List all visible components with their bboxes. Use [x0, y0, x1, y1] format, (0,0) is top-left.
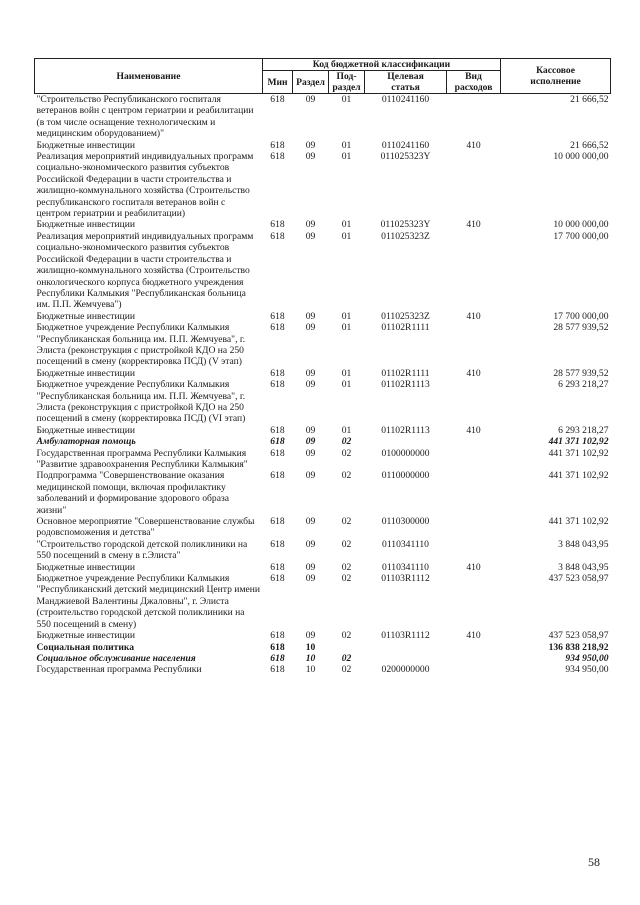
cell-vid — [447, 653, 501, 664]
cell-vid — [447, 231, 501, 311]
budget-table — [34, 58, 611, 676]
header-min: Мин — [263, 71, 293, 94]
cell-target: 0100000000 — [381, 447, 430, 459]
cell-podrazdel: 01 — [341, 310, 352, 322]
budget-document — [34, 58, 610, 676]
cell-target — [365, 653, 447, 664]
cell-name: Реализация мероприятий индивидуальных программ социально-экономического развития субъектов Российской Федерации в части строительства и жилищно-коммунального хозяйства (Строительство онкологического корпуса бюджетного учреждения Республики Калмыкия "Республиканская больница им. П.П. Жемчуева") — [36, 230, 254, 311]
cell-vid: 410 — [466, 139, 481, 151]
cell-target: 01102R1113 — [381, 424, 430, 436]
cell-vid — [447, 436, 501, 447]
cell-min: 618 — [270, 641, 285, 653]
cell-amount: 21 666,52 — [570, 94, 609, 105]
cell-vid — [447, 664, 501, 675]
cell-amount: 21 666,52 — [570, 139, 609, 151]
cell-podrazdel: 02 — [341, 652, 352, 664]
cell-name: Бюджетные инвестиции — [36, 310, 135, 322]
cell-amount: 17 700 000,00 — [553, 310, 609, 322]
cell-vid — [447, 516, 501, 539]
cell-razdel: 09 — [305, 470, 316, 482]
cell-target: 011025323Y — [380, 151, 431, 163]
cell-podrazdel: 01 — [341, 230, 352, 242]
cell-name: Реализация мероприятий индивидуальных программ социально-экономического развития субъектов Российской Федерации в части строительства и жилищно-коммунального хозяйства (Строительство республиканского госпиталя ветеранов войн с центром гериатрии и реабилитации) — [36, 151, 254, 220]
cell-amount: 6 293 218,27 — [558, 379, 609, 391]
cell-amount: 934 950,00 — [565, 652, 609, 664]
cell-podrazdel: 01 — [341, 379, 352, 391]
cell-amount: 17 700 000,00 — [553, 230, 609, 242]
cell-name: Государственная программа Республики Калмыкия "Развитие здравоохранения Республики Калмыкия" — [36, 447, 248, 470]
cell-amount: 441 371 102,92 — [548, 436, 609, 448]
cell-razdel: 09 — [305, 230, 316, 242]
cell-podrazdel: 01 — [341, 322, 352, 334]
cell-razdel: 09 — [305, 516, 316, 528]
table-row — [35, 311, 611, 322]
cell-target: 0110241160 — [381, 94, 430, 105]
cell-min: 618 — [270, 561, 285, 573]
cell-razdel: 09 — [305, 379, 316, 391]
cell-name: Бюджетное учреждение Республики Калмыкия "Республиканская больница им. П.П. Жемчуева", г. Элиста (реконструкция с пристройкой КДО на 250 посещений в смену (корректировка ПСД) (V этап) — [36, 322, 246, 368]
cell-amount: 437 523 058,97 — [548, 573, 609, 585]
cell-podrazdel: 02 — [341, 630, 352, 642]
cell-podrazdel: 02 — [341, 561, 352, 573]
cell-name: Бюджетные инвестиции — [36, 367, 135, 379]
cell-razdel: 10 — [305, 664, 316, 676]
cell-vid — [447, 379, 501, 425]
cell-razdel: 09 — [305, 538, 316, 550]
cell-amount: 10 000 000,00 — [553, 219, 609, 231]
cell-min: 618 — [270, 310, 285, 322]
cell-podrazdel: 01 — [341, 94, 352, 105]
cell-podrazdel: 01 — [341, 424, 352, 436]
cell-razdel: 10 — [305, 652, 316, 664]
cell-podrazdel: 02 — [341, 516, 352, 528]
header-podrazdel: Под- раздел — [329, 71, 365, 94]
cell-amount: 437 523 058,97 — [548, 630, 609, 642]
cell-vid — [447, 94, 501, 140]
cell-name: Бюджетные инвестиции — [36, 630, 135, 642]
cell-min: 618 — [270, 379, 285, 391]
table-row — [35, 562, 611, 573]
cell-target: 01102R1111 — [381, 322, 430, 334]
cell-target: 0110241160 — [381, 139, 430, 151]
cell-min: 618 — [270, 219, 285, 231]
cell-razdel: 09 — [305, 367, 316, 379]
cell-vid: 410 — [466, 561, 481, 573]
cell-min: 618 — [270, 447, 285, 459]
table-row — [35, 94, 611, 140]
table-row — [35, 573, 611, 630]
cell-vid — [447, 448, 501, 471]
cell-podrazdel: 02 — [341, 436, 352, 448]
cell-vid: 410 — [466, 424, 481, 436]
cell-min: 618 — [270, 664, 285, 676]
table-row — [35, 425, 611, 436]
table-row — [35, 516, 611, 539]
cell-vid — [447, 539, 501, 562]
page-number: 58 — [588, 855, 600, 869]
cell-podrazdel: 01 — [341, 151, 352, 163]
cell-razdel: 09 — [305, 424, 316, 436]
table-row — [35, 151, 611, 219]
cell-min: 618 — [270, 367, 285, 379]
table-row — [35, 436, 611, 447]
table-row — [35, 368, 611, 379]
header-name: Наименование — [35, 59, 263, 94]
cell-podrazdel: 02 — [341, 664, 352, 676]
cell-min: 618 — [270, 436, 285, 448]
header-razdel: Раздел — [293, 71, 329, 94]
table-row — [35, 539, 611, 562]
cell-amount: 28 577 939,52 — [553, 322, 609, 334]
header-vid: Вид расходов — [447, 71, 501, 94]
cell-target: 0110341110 — [382, 561, 429, 573]
table-row — [35, 630, 611, 641]
cell-razdel: 09 — [305, 447, 316, 459]
cell-target — [365, 436, 447, 447]
cell-podrazdel: 01 — [341, 367, 352, 379]
cell-amount: 441 371 102,92 — [548, 447, 609, 459]
cell-razdel: 10 — [305, 641, 316, 653]
cell-min: 618 — [270, 516, 285, 528]
cell-razdel: 09 — [305, 219, 316, 231]
cell-target: 0110300000 — [381, 516, 430, 528]
cell-target — [365, 642, 447, 653]
cell-vid: 410 — [466, 630, 481, 642]
cell-name: Социальное обслуживание населения — [36, 652, 196, 664]
cell-name: Бюджетное учреждение Республики Калмыкия "Республиканская больница им. П.П. Жемчуева", г. Элиста (реконструкция с пристройкой КДО на 250 посещений в смену (корректировка ПСД) (VI этап) — [36, 379, 246, 425]
cell-razdel: 09 — [305, 322, 316, 334]
cell-razdel: 09 — [305, 151, 316, 163]
table-row — [35, 470, 611, 516]
cell-vid — [447, 151, 501, 219]
cell-target: 0110341110 — [382, 538, 429, 550]
cell-vid — [447, 642, 501, 653]
cell-name: Социальная политика — [36, 641, 135, 653]
cell-target: 0110000000 — [381, 470, 430, 482]
table-row — [35, 219, 611, 230]
header-classification: Код бюджетной классификации — [263, 59, 501, 71]
cell-razdel: 09 — [305, 139, 316, 151]
cell-name: Амбулаторная помощь — [36, 436, 136, 448]
table-row — [35, 231, 611, 311]
cell-min: 618 — [270, 630, 285, 642]
cell-target: 011025323Z — [381, 230, 430, 242]
cell-razdel: 09 — [305, 436, 316, 448]
cell-podrazdel: 01 — [341, 219, 352, 231]
cell-amount: 441 371 102,92 — [548, 516, 609, 528]
table-body — [35, 94, 611, 676]
cell-vid: 410 — [466, 219, 481, 231]
cell-target: 01103R1112 — [381, 573, 430, 585]
cell-min: 618 — [270, 424, 285, 436]
table-row — [35, 448, 611, 471]
cell-vid — [447, 322, 501, 368]
cell-vid — [447, 470, 501, 516]
header-row-1 — [35, 59, 611, 71]
cell-min: 618 — [270, 94, 285, 105]
header-target: Целевая статья — [365, 71, 447, 94]
cell-vid: 410 — [466, 367, 481, 379]
cell-target: 011025323Y — [380, 219, 431, 231]
cell-name: "Строительство Республиканского госпиталя ветеранов войн с центром гериатрии и реабилитации (в том числе оснащение технологическим и медицинским оборудованием)" — [36, 94, 254, 140]
cell-min: 618 — [270, 573, 285, 585]
cell-min: 618 — [270, 538, 285, 550]
cell-min: 618 — [270, 151, 285, 163]
cell-amount: 934 950,00 — [565, 664, 609, 676]
cell-name: Бюджетные инвестиции — [36, 219, 135, 231]
cell-name: Основное мероприятие "Совершенствование службы родовспоможения и детства" — [36, 516, 255, 539]
cell-min: 618 — [270, 652, 285, 664]
table-row — [35, 653, 611, 664]
cell-min: 618 — [270, 139, 285, 151]
cell-min: 618 — [270, 322, 285, 334]
cell-podrazdel: 02 — [341, 470, 352, 482]
cell-min: 618 — [270, 470, 285, 482]
table-row — [35, 642, 611, 653]
cell-name: Бюджетное учреждение Республики Калмыкия "Республиканский детский медицинский Центр имени Манджиевой Валентины Джаловны", г. Элиста (строительство городской детской поликлиники на 550 посещений в смену) — [36, 573, 261, 630]
cell-target: 0200000000 — [381, 664, 430, 676]
cell-name: Государственная программа Республики — [36, 664, 202, 676]
cell-razdel: 09 — [305, 630, 316, 642]
table-row — [35, 664, 611, 675]
header-execution: Кассовое исполнение — [501, 59, 611, 94]
cell-target: 01102R1111 — [381, 367, 430, 379]
cell-podrazdel — [329, 642, 365, 653]
cell-target: 01103R1112 — [381, 630, 430, 642]
cell-podrazdel: 02 — [341, 447, 352, 459]
cell-target: 01102R1113 — [381, 379, 430, 391]
cell-name: Подпрограмма "Совершенствование оказания медицинской помощи, включая профилактику заболеваний и формирование здорового образа жизни" — [36, 470, 230, 516]
table-row — [35, 140, 611, 151]
cell-name: Бюджетные инвестиции — [36, 561, 135, 573]
cell-amount: 3 848 043,95 — [558, 538, 609, 550]
cell-amount: 136 838 218,92 — [548, 641, 609, 653]
table-row — [35, 379, 611, 425]
cell-target: 011025323Z — [381, 310, 430, 322]
cell-vid — [447, 573, 501, 630]
cell-podrazdel: 01 — [341, 139, 352, 151]
cell-razdel: 09 — [305, 94, 316, 105]
cell-razdel: 09 — [305, 573, 316, 585]
cell-amount: 6 293 218,27 — [558, 424, 609, 436]
cell-min: 618 — [270, 230, 285, 242]
cell-podrazdel: 02 — [341, 538, 352, 550]
cell-amount: 3 848 043,95 — [558, 561, 609, 573]
cell-name: "Строительство городской детской поликлиники на 550 посещений в смену в г.Элиста" — [36, 538, 248, 562]
cell-razdel: 09 — [305, 310, 316, 322]
cell-amount: 441 371 102,92 — [548, 470, 609, 482]
cell-vid: 410 — [466, 310, 481, 322]
cell-name: Бюджетные инвестиции — [36, 424, 135, 436]
cell-razdel: 09 — [305, 561, 316, 573]
cell-name: Бюджетные инвестиции — [36, 139, 135, 151]
table-row — [35, 322, 611, 368]
cell-amount: 28 577 939,52 — [553, 367, 609, 379]
cell-amount: 10 000 000,00 — [553, 151, 609, 163]
cell-podrazdel: 02 — [341, 573, 352, 585]
